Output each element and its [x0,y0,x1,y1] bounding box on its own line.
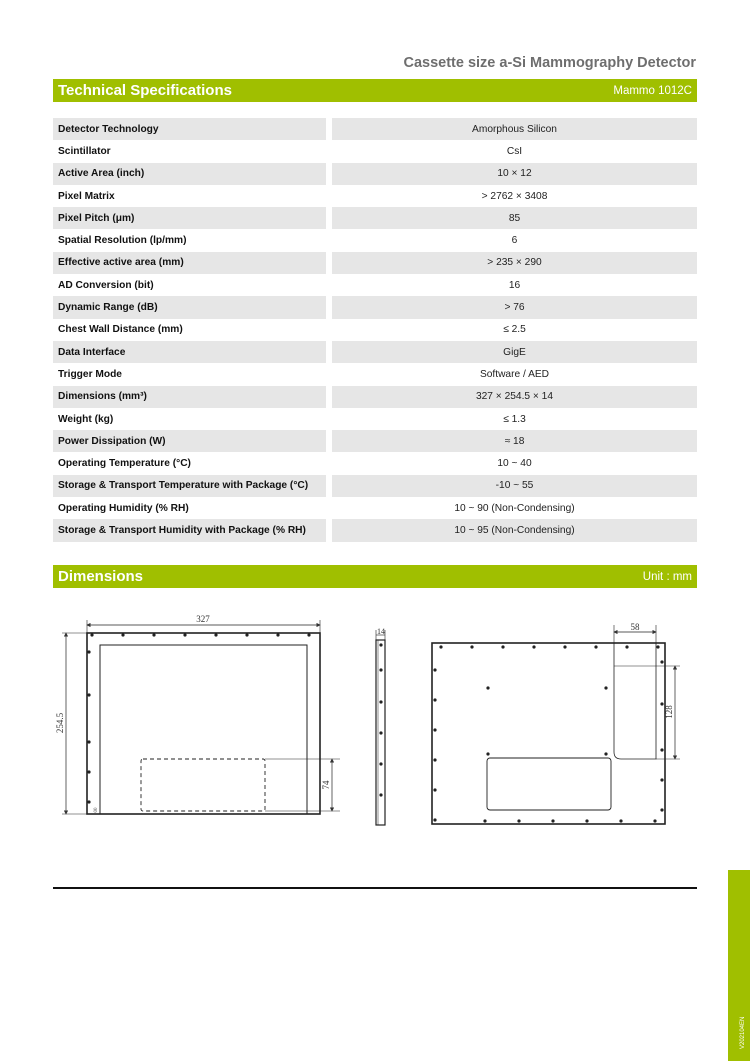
document-title: Cassette size a-Si Mammography Detector [403,55,696,71]
front-window-label: 74 [321,780,331,790]
screw-hole [517,819,520,822]
spec-label: Pixel Matrix [58,190,115,202]
back-outer-frame [432,643,665,824]
screw-hole [87,693,90,696]
screw-hole [660,778,663,781]
screw-hole [532,645,535,648]
spec-row [53,341,697,363]
screw-hole [379,668,382,671]
section-title: Dimensions [58,568,144,585]
screw-hole [470,645,473,648]
spec-value: 10 ~ 40 [497,458,532,470]
technical-specifications-header [53,79,697,102]
screw-hole [379,643,382,646]
screw-hole [563,645,566,648]
screw-hole [551,819,554,822]
spec-label: Weight (kg) [58,413,114,425]
spec-value: 6 [511,235,518,247]
spec-label: Trigger Mode [58,368,122,380]
screw-hole [486,752,489,755]
front-height-label: 254.5 [55,712,65,734]
spec-row [53,274,697,296]
spec-row [53,363,697,385]
back-view-drawing [432,625,680,824]
screw-hole [121,633,124,636]
screw-hole [90,633,93,636]
screw-hole [433,758,436,761]
screw-hole [656,645,659,648]
spec-value: 10 × 12 [332,163,697,185]
front-window-dashed [141,759,265,811]
spec-value: 10 ~ 95 (Non-Condensing) [332,519,697,541]
screw-hole [653,819,656,822]
spec-row [53,118,697,140]
spec-label: Operating Humidity (% RH) [58,502,189,514]
spec-row [53,207,697,229]
screw-hole [379,793,382,796]
specifications-table [53,118,697,542]
dimensions-header [53,565,697,588]
screw-hole [183,633,186,636]
spec-row [53,185,697,207]
spec-value: Software / AED [479,368,550,380]
side-thickness-label: 14 [377,627,385,636]
spec-row [53,430,697,452]
spec-row [53,319,697,341]
screw-hole [379,700,382,703]
spec-label: Scintillator [58,145,111,157]
spec-row [53,140,697,162]
screw-hole [379,731,382,734]
screw-hole [660,660,663,663]
screw-hole [245,633,248,636]
spec-value: ≈ 18 [332,430,697,452]
version-side-tab [728,870,750,1061]
spec-row [53,163,697,185]
spec-label: Dimensions (mm³) [53,386,326,408]
dimension-drawings [0,600,750,850]
screw-hole [619,819,622,822]
back-height-label: 128 [664,705,674,719]
screw-hole [433,818,436,821]
spec-value: ≤ 1.3 [503,413,526,425]
spec-value: CsI [506,145,523,157]
spec-value: -10 ~ 55 [332,475,697,497]
spec-row [53,252,697,274]
screw-hole [604,686,607,689]
spec-label: Data Interface [53,341,326,363]
screw-hole [501,645,504,648]
back-label-panel [487,758,611,810]
version-code: V202104EN [740,1016,746,1049]
spec-label: Spatial Resolution (lp/mm) [58,235,187,247]
spec-label: Power Dissipation (W) [53,430,326,452]
front-width-label: 327 [196,614,210,624]
front-active-area [100,645,307,814]
screw-hole [486,686,489,689]
screw-hole [152,633,155,636]
spec-row [53,519,697,541]
back-width-label: 58 [630,622,640,632]
screw-hole [433,698,436,701]
screw-hole [87,800,90,803]
section-title: Technical Specifications [58,82,232,99]
spec-label: Detector Technology [53,118,326,140]
screw-hole [87,770,90,773]
spec-row [53,452,697,474]
spec-row [53,475,697,497]
footer-divider [53,887,697,889]
screw-hole [276,633,279,636]
spec-label: Pixel Pitch (μm) [53,207,326,229]
screw-hole [433,788,436,791]
spec-label: Storage & Transport Humidity with Package (% RH) [53,519,326,541]
front-outer-frame [87,633,320,814]
unit-label: Unit : mm [642,570,692,583]
spec-value: > 2762 × 3408 [481,190,548,202]
spec-label: Chest Wall Distance (mm) [58,324,183,336]
screw-hole [594,645,597,648]
spec-value: > 76 [332,296,697,318]
screw-hole [433,668,436,671]
screw-hole [585,819,588,822]
screw-hole [307,633,310,636]
spec-value: > 235 × 290 [332,252,697,274]
spec-value: 16 [508,279,521,291]
screw-hole [439,645,442,648]
spec-label: Effective active area (mm) [53,252,326,274]
spec-value: GigE [332,341,697,363]
spec-label: Dynamic Range (dB) [53,296,326,318]
front-view-drawing [62,620,340,814]
front-corner-mark: 00 [94,807,99,813]
spec-value: 10 ~ 90 (Non-Condensing) [454,502,575,514]
spec-row [53,408,697,430]
screw-hole [87,650,90,653]
spec-label: AD Conversion (bit) [58,279,154,291]
screw-hole [483,819,486,822]
spec-row [53,386,697,408]
screw-hole [660,702,663,705]
spec-label: Operating Temperature (°C) [58,458,191,470]
back-battery-slot [614,643,656,759]
screw-hole [433,728,436,731]
screw-hole [214,633,217,636]
screw-hole [87,740,90,743]
spec-value: 85 [332,207,697,229]
spec-row [53,497,697,519]
spec-label: Active Area (inch) [53,163,326,185]
spec-label: Storage & Transport Temperature with Package (°C) [53,475,326,497]
spec-value: Amorphous Silicon [332,118,697,140]
model-name: Mammo 1012C [613,84,692,97]
screw-hole [660,808,663,811]
screw-hole [379,762,382,765]
spec-row [53,296,697,318]
screw-hole [625,645,628,648]
spec-value: ≤ 2.5 [503,324,526,336]
spec-row [53,229,697,251]
screw-hole [604,752,607,755]
spec-value: 327 × 254.5 × 14 [332,386,697,408]
screw-hole [660,748,663,751]
